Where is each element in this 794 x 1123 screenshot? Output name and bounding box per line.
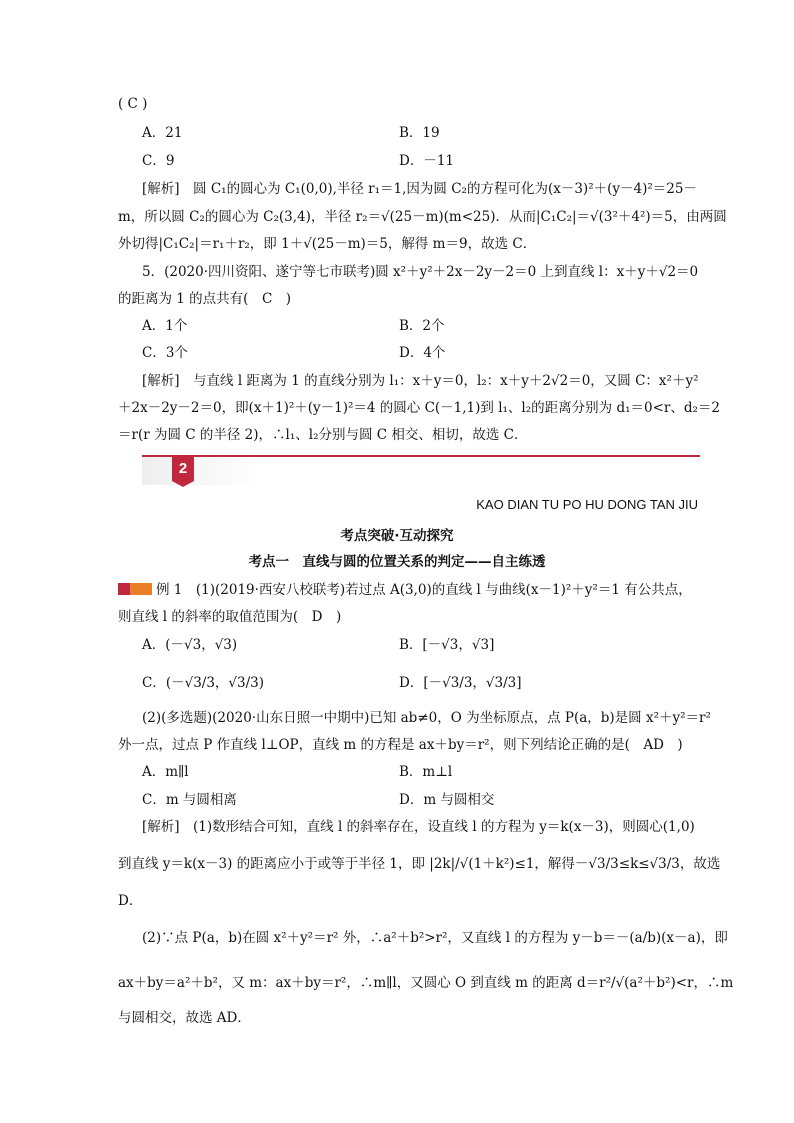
analysis-text: 与圆相交，故选 AD． — [118, 1010, 251, 1026]
example-1-part-2-cont: 外一点，过点 P 作直线 l⊥OP，直线 m 的方程是 ax＋by＝r²，则下列结论正确的是( AD ) — [118, 737, 683, 753]
option-c: C．3个 — [142, 345, 188, 361]
analysis-text: [解析] 与直线 l 距离为 1 的直线分别为 l₁：x＋y＝0，l₂：x＋y＋2√2＝0，又圆 C：x²＋y² — [142, 373, 699, 389]
option-b: B．[－√3，√3] — [399, 637, 495, 653]
option-a: A．1个 — [142, 318, 188, 334]
option-b: B．2个 — [399, 318, 445, 334]
question-5-cont: 的距离为 1 的点共有( C ) — [118, 291, 292, 307]
section-number-badge: 2 — [172, 457, 194, 481]
section-banner-shade — [142, 457, 262, 485]
question-5: 5．(2020·四川资阳、遂宁等七市联考)圆 x²＋y²＋2x－2y－2＝0 上到直线 l：x＋y＋√2＝0 — [142, 264, 699, 280]
analysis-text: 外切得|C₁C₂|＝r₁＋r₂，即 1＋√(25－m)＝5，解得 m＝9，故选 C． — [118, 236, 537, 252]
analysis-text: [解析] (1)数形结合可知，直线 l 的斜率存在，设直线 l 的方程为 y＝k(x－3)，则圆心(1,0) — [142, 819, 695, 835]
topic-title: 考点一 直线与圆的位置关系的判定——自主练透 — [248, 554, 546, 570]
option-c: C．9 — [142, 153, 175, 169]
analysis-text: ＋2x－2y－2＝0，即(x＋1)²＋(y－1)²＝4 的圆心 C(－1,1)到 l₁、l₂的距离分别为 d₁＝0<r、d₂＝2 — [118, 400, 721, 416]
option-b: B．m⊥l — [399, 764, 453, 780]
answer-bracket: ( C ) — [118, 96, 148, 112]
option-d: D．－11 — [399, 153, 455, 169]
analysis-text: [解析] 圆 C₁的圆心为 C₁(0,0),半径 r₁＝1,因为圆 C₂的方程可化为(x－3)²＋(y－4)²＝25－ — [142, 181, 697, 197]
analysis-text: D． — [118, 893, 143, 909]
example-1-part-2: (2)(多选题)(2020·山东日照一中期中)已知 ab≠0，O 为坐标原点，点 P(a，b)是圆 x²＋y²＝r² — [142, 710, 711, 726]
section-title: 考点突破·互动探究 — [340, 528, 454, 544]
option-a: A．21 — [142, 125, 183, 141]
option-b: B．19 — [399, 125, 440, 141]
section-pinyin: KAO DIAN TU PO HU DONG TAN JIU — [476, 497, 698, 512]
analysis-text: m，所以圆 C₂的圆心为 C₂(3,4)，半径 r₂＝√(25－m)(m<25)．从而|C₁C₂|＝√(3²＋4²)＝5，由两圆 — [118, 209, 727, 225]
example-1-text: 例 1 (1)(2019·西安八校联考)若过点 A(3,0)的直线 l 与曲线(x－1)²＋y²＝1 有公共点， — [156, 582, 692, 598]
option-a: A．m∥l — [142, 764, 189, 780]
option-c: C．m 与圆相离 — [142, 792, 237, 808]
analysis-text: ax＋by＝a²＋b²，又 m：ax＋by＝r²，∴m∥l，又圆心 O 到直线 m 的距离 d＝r²/√(a²＋b²)<r，∴m — [118, 975, 734, 991]
option-d: D．m 与圆相交 — [399, 792, 495, 808]
example-icon — [118, 583, 152, 595]
option-d: D．[－√3/3，√3/3] — [399, 675, 522, 691]
analysis-text: (2)∵点 P(a，b)在圆 x²＋y²＝r² 外，∴a²＋b²>r²，又直线 l 的方程为 y－b＝－(a/b)(x－a)，即 — [142, 930, 728, 946]
option-c: C．(－√3/3，√3/3) — [142, 675, 265, 691]
analysis-text: ＝r(r 为圆 C 的半径 2)，∴l₁、l₂分别与圆 C 相交、相切，故选 C． — [118, 427, 528, 443]
section-divider — [142, 455, 700, 457]
example-1-cont: 则直线 l 的斜率的取值范围为( D ) — [118, 609, 342, 625]
option-d: D．4个 — [399, 345, 446, 361]
analysis-text: 到直线 y＝k(x－3) 的距离应小于或等于半径 1，即 |2k|/√(1＋k²)≤1，解得－√3/3≤k≤√3/3，故选 — [118, 856, 721, 872]
option-a: A．(－√3，√3) — [142, 637, 238, 653]
example-1 — [118, 578, 692, 598]
